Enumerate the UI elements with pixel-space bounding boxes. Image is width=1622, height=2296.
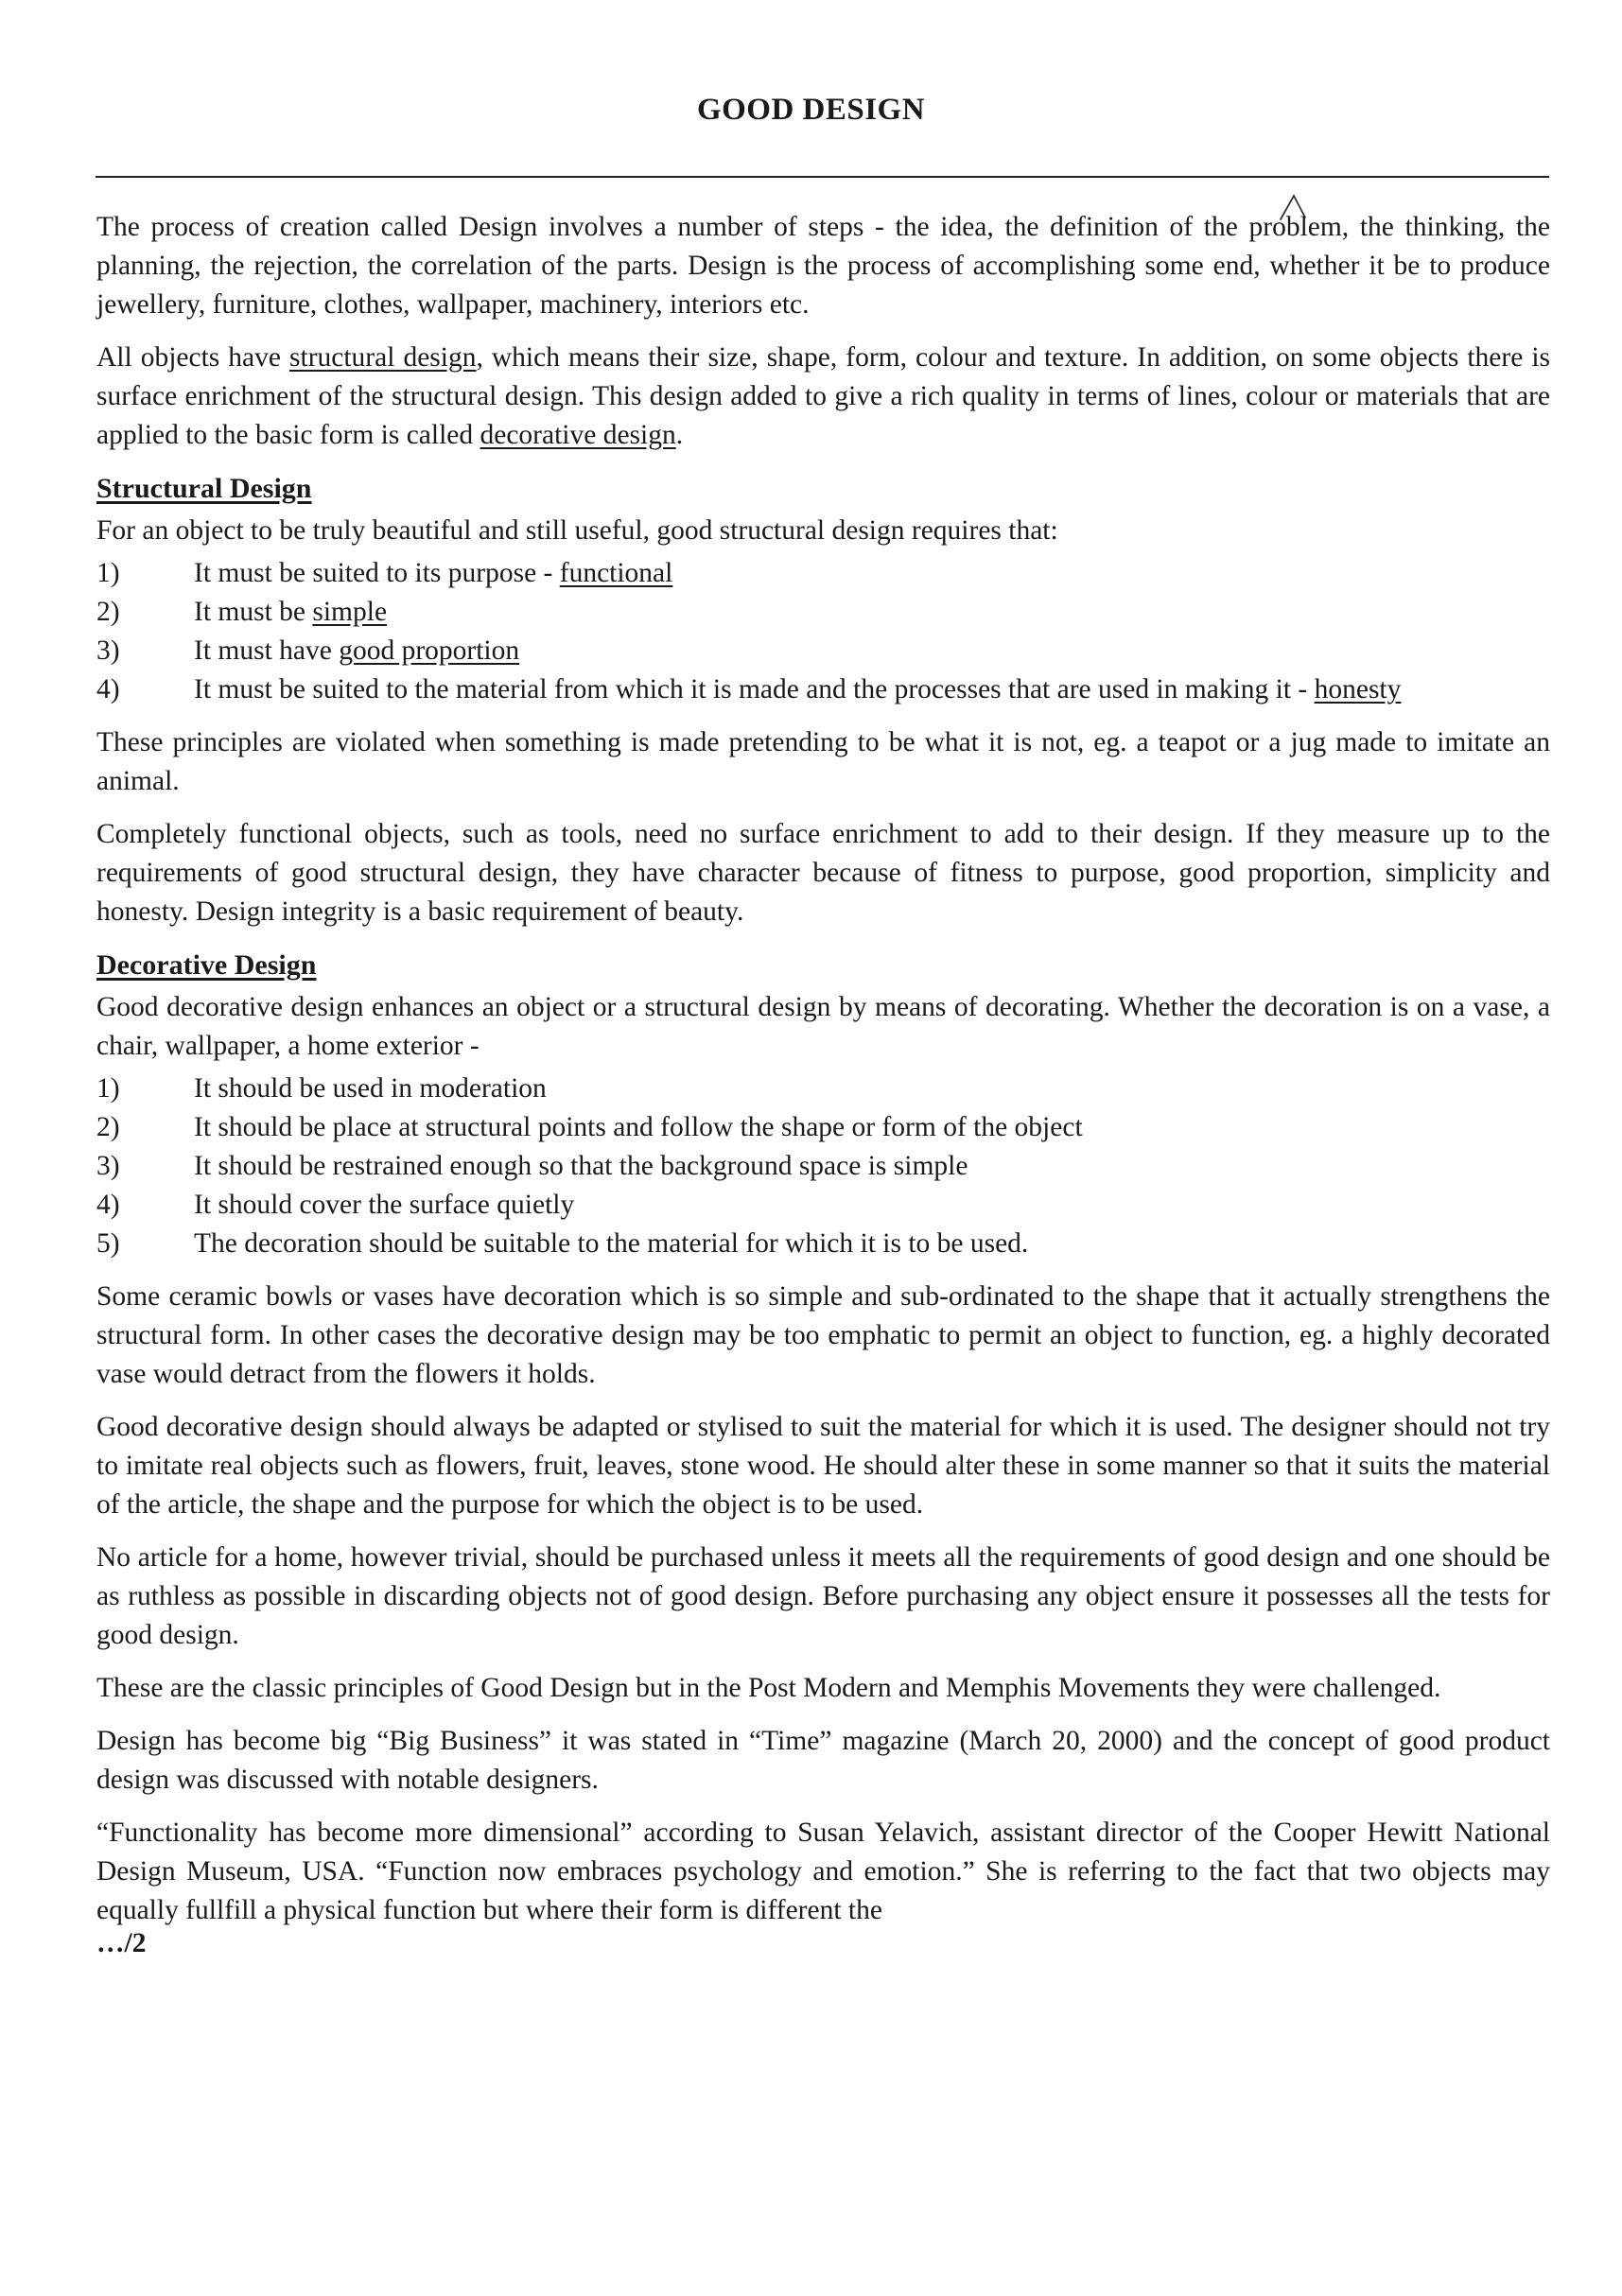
list-number: 2) [96,1112,120,1142]
list-text: It should be used in moderation [194,1073,547,1104]
decorative-design-term: decorative design [480,420,676,450]
adapted-paragraph: Good decorative design should always be adapted or stylised to suit the material for which it is used. The designer should not try to imitate real objects such as flowers, fruit, leaves, stone wood. He should alter these in some manner so that it suits the material of the article, the shape and the purpose for which the object is to be used. [96,1412,1550,1520]
decorative-guidelines-list [96,1070,1550,1263]
list-text [194,593,1550,632]
list-item-text: It must be suited to the material from which it is made and the processes that are used in making it - [194,674,1315,704]
list-item-text: It must be [194,597,313,627]
list-number: 4) [96,1190,120,1220]
document-title: GOOD DESIGN [696,93,926,127]
list-number: 1) [96,1073,120,1104]
big-business-paragraph: Design has become big “Big Business” it was stated in “Time” magazine (March 20, 2000) and the concept of good product design was discussed with notable designers. [96,1726,1550,1795]
structural-design-heading: Structural Design [96,473,312,504]
para2-text-middle: , which means their size, shape, form, colour and texture. In addition, on some objects there is surface enrichment of the structural design. This design added to give a rich quality in terms of lines, colour or materials that are applied to the basic form is called [96,342,1550,450]
functionality-paragraph: “Functionality has become more dimensional” according to Susan Yelavich, assistant director of the Cooper Hewitt National Design Museum, USA. “Function now embraces psychology and emotion.” She is referring to the fact that two objects may equally fullfill a physical function but where their form is different the [96,1818,1550,1925]
list-number: 3) [96,635,120,666]
list-item [96,1225,1550,1263]
list-number: 4) [96,674,120,704]
list-text [194,670,1550,709]
decorative-design-heading: Decorative Design [96,949,317,981]
list-item-text: It must have [194,635,340,666]
structural-design-term: structural design [289,342,477,373]
purchase-paragraph: No article for a home, however trivial, should be purchased unless it meets all the requirements of good design and one should be as ruthless as possible in discarding objects not of good design. Before purchasing any object ensure it possesses all the tests for good design. [96,1542,1550,1650]
list-number: 3) [96,1151,120,1181]
structural-decorative-paragraph [96,339,1550,455]
functional-paragraph: Completely functional objects, such as tools, need no surface enrichment to add to their design. If they measure up to the requirements of good structural design, they have character because of fitness to purpose, good proportion, simplicity and honesty. Design integrity is a basic requirement of beauty. [96,819,1550,927]
list-text: It should cover the surface quietly [194,1190,575,1220]
list-item [96,670,1550,709]
list-number: 5) [96,1228,120,1259]
list-text [194,632,1550,670]
list-item-text: It must be suited to its purpose - [194,558,560,588]
list-text [194,554,1550,593]
list-item [96,1186,1550,1225]
title-divider [96,176,1549,178]
list-item [96,554,1550,593]
structural-lead: For an object to be truly beautiful and still useful, good structural design requires that: [96,515,1058,546]
list-number: 1) [96,558,120,588]
violated-paragraph: These principles are violated when something is made pretending to be what it is not, eg. a teapot or a jug made to imitate an animal. [96,727,1550,796]
list-item-keyword: simple [312,597,388,627]
list-item [96,1108,1550,1147]
intro-paragraph: The process of creation called Design involves a number of steps - the idea, the definition of the problem, the thinking, the planning, the rejection, the correlation of the parts. Design is the process of accomplishing some end, whether it be to produce jewellery, furniture, clothes, wallpaper, machinery, interiors etc. [96,212,1550,320]
list-item-keyword: good proportion [339,635,520,666]
list-number: 2) [96,597,120,627]
list-item-keyword: honesty [1314,674,1402,704]
list-item-keyword: functional [559,558,673,588]
list-text: It should be place at structural points and follow the shape or form of the object [194,1112,1083,1142]
para2-text-after: . [675,420,684,450]
list-item [96,632,1550,670]
para2-text-before: All objects have [96,342,290,373]
list-item [96,1070,1550,1108]
list-item [96,1147,1550,1186]
decorative-lead: Good decorative design enhances an object or a structural design by means of decorating. Whether the decoration is on a vase, a chair, wallpaper, a home exterior - [96,992,1550,1061]
classic-principles-paragraph: These are the classic principles of Good Design but in the Post Modern and Memphis Movements they were challenged. [96,1673,1441,1703]
structural-requirements-list [96,554,1550,709]
continued-page-reference: …/2 [96,1928,147,1958]
list-text: It should be restrained enough so that the background space is simple [194,1151,968,1181]
document-body [96,208,1550,1963]
ceramic-paragraph: Some ceramic bowls or vases have decoration which is so simple and sub-ordinated to the shape that it actually strengthens the structural form. In other cases the decorative design may be too emphatic to permit an object to function, eg. a highly decorated vase would detract from the flowers it holds. [96,1281,1550,1389]
list-item [96,593,1550,632]
list-text: The decoration should be suitable to the material for which it is to be used. [194,1228,1029,1259]
